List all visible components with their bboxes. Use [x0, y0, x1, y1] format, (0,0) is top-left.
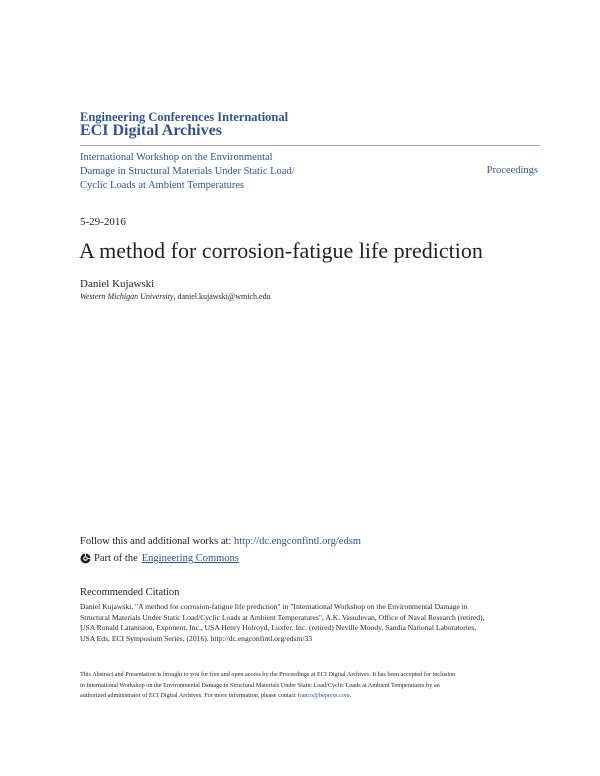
part-of-line [80, 553, 239, 564]
workshop-line-2: Damage in Structural Materials Under Static Load/ [80, 166, 295, 177]
author-affiliation [80, 292, 271, 301]
header-divider [80, 145, 540, 146]
access-notice [80, 670, 544, 702]
citation-line-4: USA Eds, ECI Symposium Series, (2016). http://dc.engconfintl.org/edsm/33 [80, 633, 313, 643]
notice-line-2: in International Workshop on the Environmental Damage in Structural Materials Under Static Load/Cyclic Loads at Ambient Temperatures by an [80, 681, 440, 689]
notice-line-3 [80, 691, 544, 702]
follow-text: Follow this and additional works at: [80, 536, 234, 547]
paper-title: A method for corrosion-fatigue life prediction [79, 238, 483, 263]
citation-line-3: USA Ronald Latanision, Exponent, Inc., USA Henry Holroyd, Luxfer, Inc. (retired) Neville Moody, Sandia National Laboratories, [80, 623, 477, 633]
proceedings-link[interactable]: Proceedings [486, 165, 538, 176]
notice-line-3-end: . [349, 692, 352, 700]
part-of-text: Part of the [94, 553, 138, 564]
follow-line [80, 536, 361, 547]
citation-line-1: Daniel Kujawski, "A method for corrosion-fatigue life prediction" in "International Workshop on the Environmental Damage in [80, 602, 468, 611]
notice-line-1: This Abstract and Presentation is brought to you for free and open access by the Proceedings at ECI Digital Archives. It has been accepted for inclusion [80, 671, 456, 678]
recommended-citation-heading: Recommended Citation [80, 587, 180, 598]
author-name: Daniel Kujawski [80, 278, 155, 290]
affiliation-university: Western Michigan University [80, 292, 174, 301]
recommended-citation-text [80, 602, 542, 644]
archive-name[interactable]: ECI Digital Archives [80, 122, 222, 139]
workshop-line-3: Cyclic Loads at Ambient Temperatures [80, 180, 245, 191]
contact-email-link[interactable]: franco@bepress.com [297, 692, 350, 700]
network-icon [80, 553, 91, 564]
notice-line-3-text: authorized administrator of ECI Digital Archives. For more information, please contact [80, 692, 298, 700]
follow-url-link[interactable]: http://dc.engconfintl.org/edsm [234, 536, 361, 547]
workshop-line-1: International Workshop on the Environmental [80, 152, 273, 163]
engineering-commons-link[interactable]: Engineering Commons [141, 553, 239, 564]
workshop-link[interactable] [80, 151, 380, 193]
affiliation-email: , daniel.kujawski@wmich.edu [173, 292, 271, 301]
organization-name[interactable]: Engineering Conferences International [80, 110, 289, 124]
citation-line-2: Structural Materials Under Static Load/Cyclic Loads at Ambient Temperatures", A.K. Vasudevan, Office of Naval Research (retired), [80, 612, 485, 622]
publication-date: 5-29-2016 [80, 216, 126, 228]
